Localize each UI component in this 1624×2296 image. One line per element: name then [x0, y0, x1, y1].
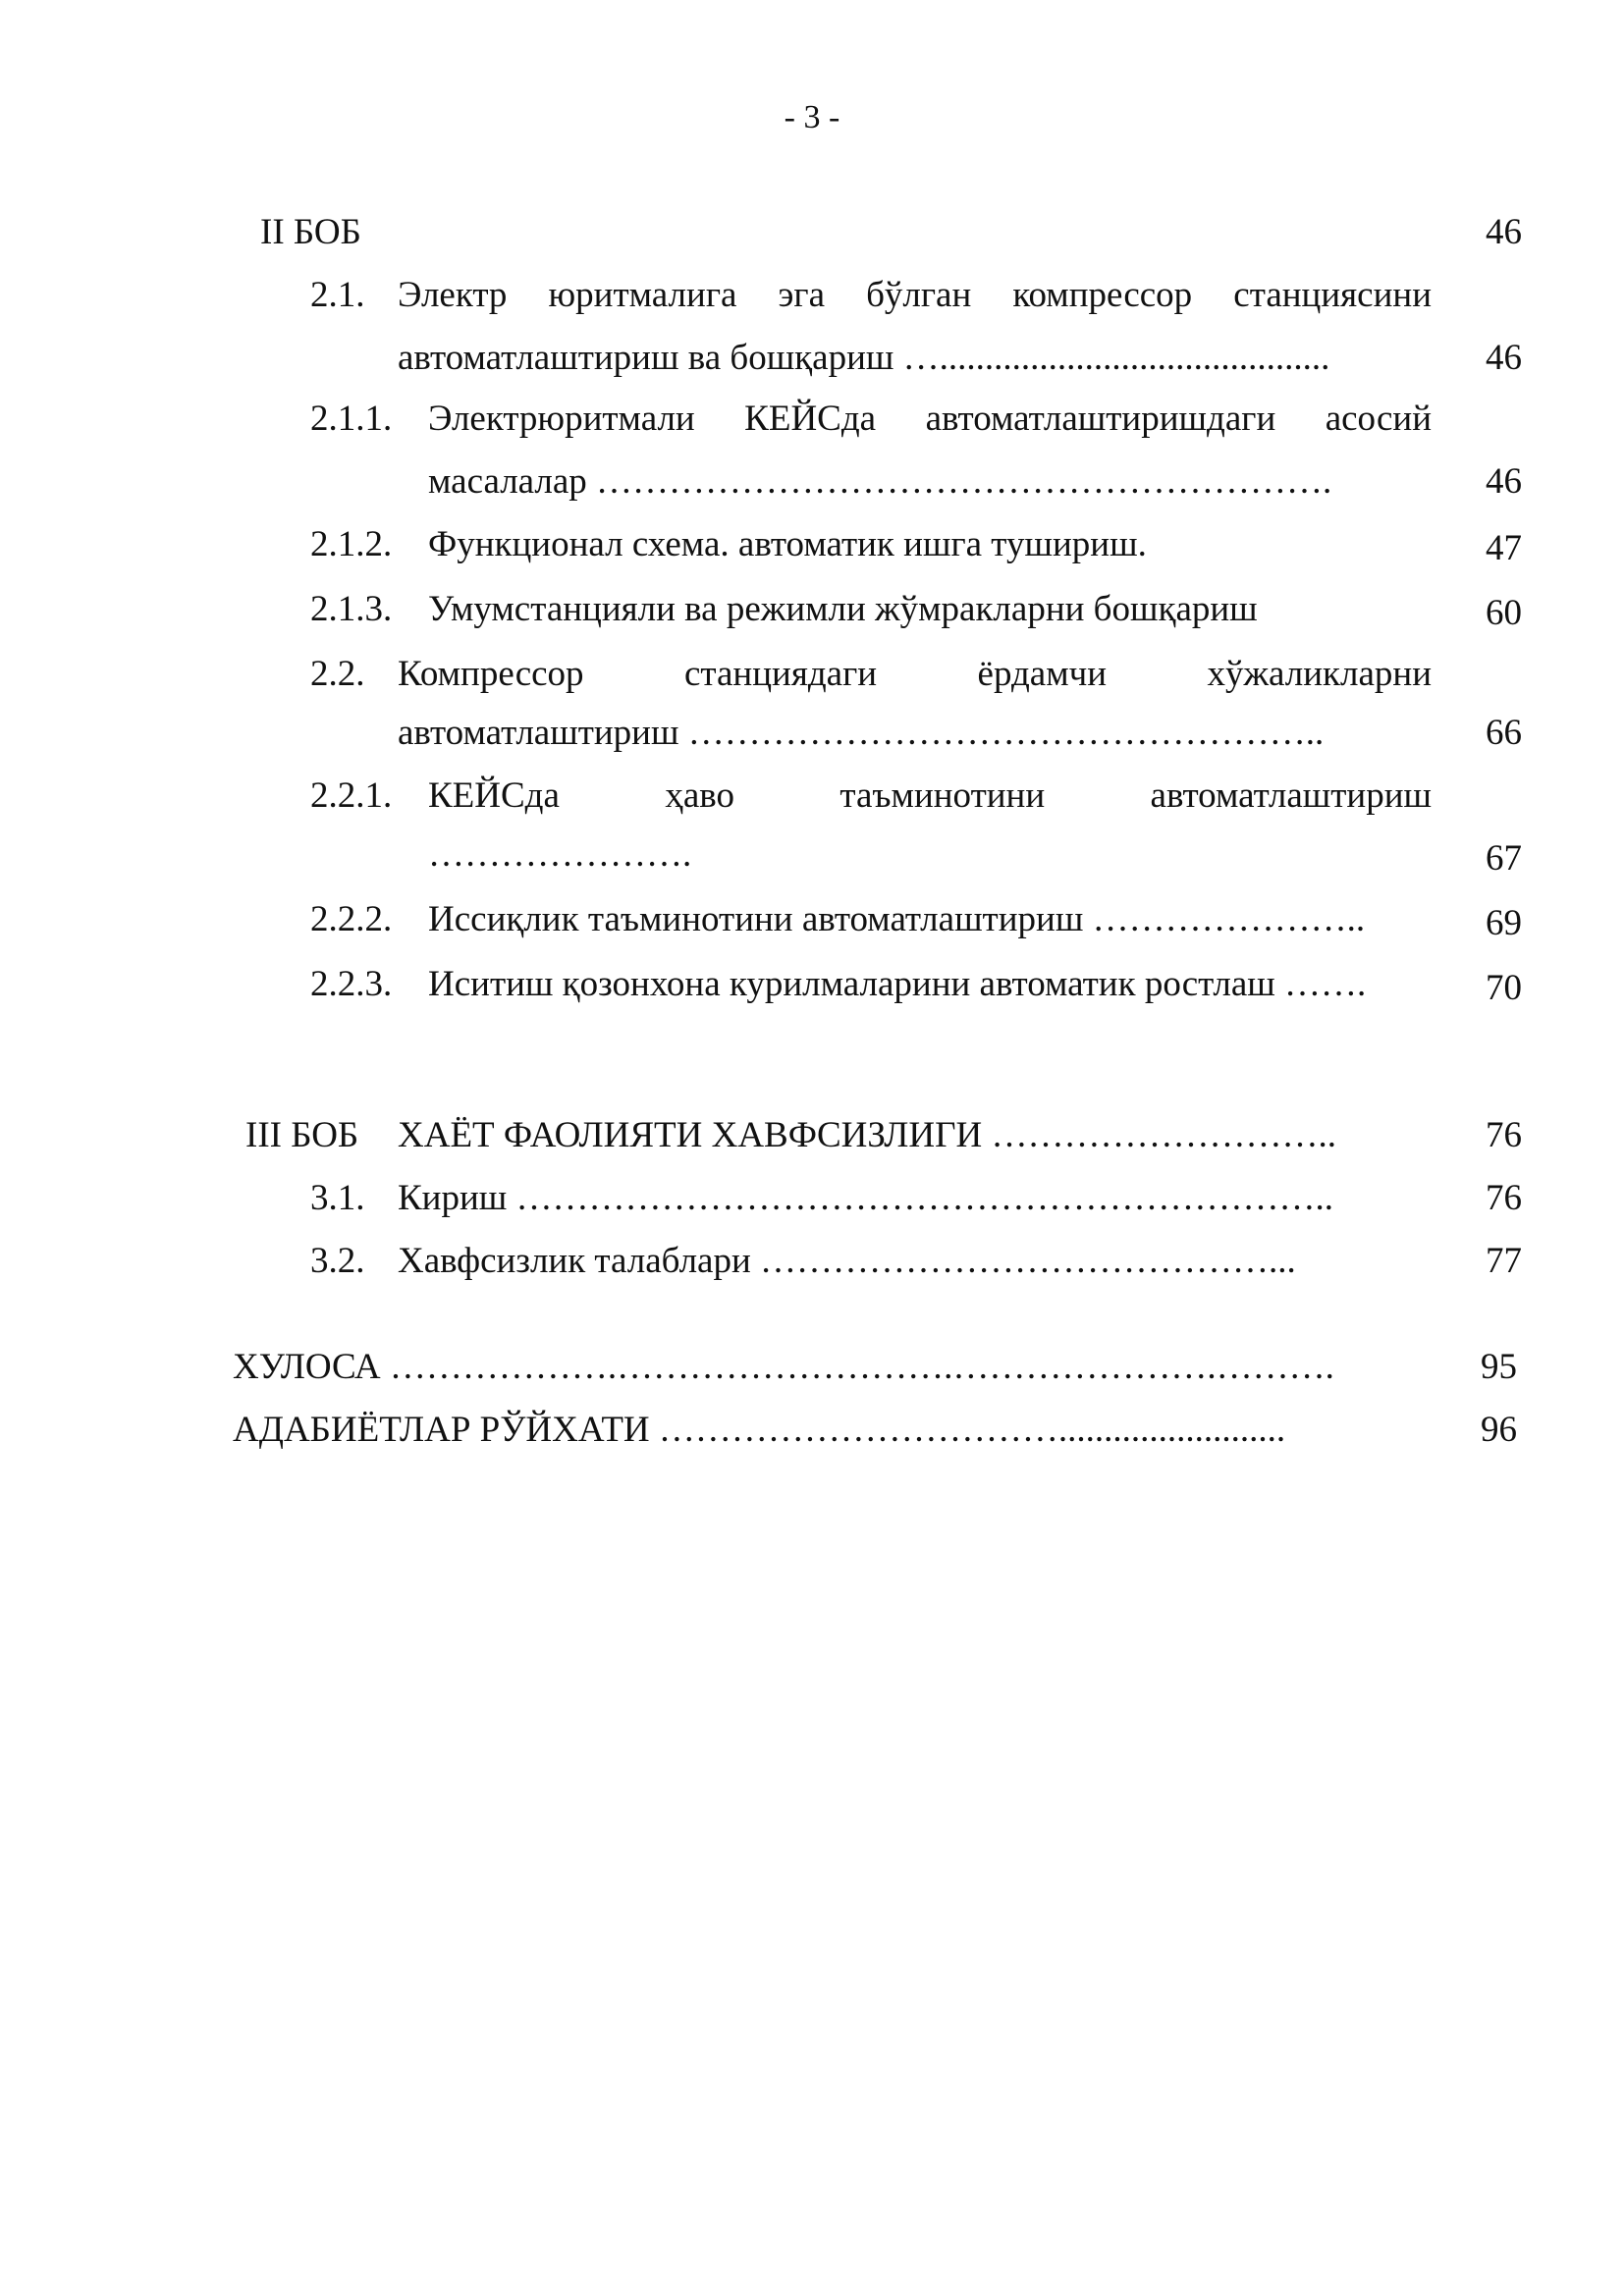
toc-word: ёрдамчи	[977, 654, 1108, 694]
toc-word: автоматлаштиришдаги	[925, 399, 1276, 439]
section-3-2-number: 3.2.	[310, 1241, 365, 1281]
section-2-1-line2: автоматлаштириш ва бошқариш …...........................................	[398, 338, 1330, 378]
section-2-2-number: 2.2.	[310, 654, 365, 694]
section-2-1-3-number: 2.1.3.	[310, 589, 393, 629]
section-2-2-1-page: 67	[1486, 838, 1522, 879]
toc-word: асосий	[1325, 399, 1432, 439]
toc-word: автоматлаштириш	[1150, 775, 1432, 816]
section-3-1-number: 3.1.	[310, 1178, 365, 1218]
toc-word: юритмалига	[548, 275, 737, 315]
section-2-2-line2: автоматлаштириш ……………………………………………..	[398, 713, 1325, 753]
toc-word: компрессор	[1012, 275, 1193, 315]
section-2-1-1-line2: масалалар …………………………………………………….	[428, 461, 1332, 502]
section-2-1-1-page: 46	[1486, 461, 1522, 502]
conclusion-page: 95	[1481, 1347, 1517, 1387]
section-2-1-3-page: 60	[1486, 593, 1522, 633]
chapter-2-title: II БОБ	[260, 212, 361, 252]
section-2-1-line1	[398, 273, 1432, 318]
section-2-2-2-title: Иссиқлик таъминотини автоматлаштириш …………………..	[428, 899, 1366, 939]
section-2-2-3-page: 70	[1486, 968, 1522, 1008]
toc-word: КЕЙСда	[428, 775, 560, 816]
references-title: АДАБИЁТЛАР РЎЙХАТИ …………………………….........................	[233, 1410, 1286, 1450]
chapter-3-label: III БОБ	[245, 1115, 359, 1155]
chapter-3-page: 76	[1486, 1115, 1522, 1155]
section-3-2-page: 77	[1486, 1241, 1522, 1281]
section-2-1-3-title: Умумстанцияли ва режимли жўмракларни бошқариш	[428, 589, 1258, 629]
toc-word: Компрессор	[398, 654, 584, 694]
toc-word: эга	[778, 275, 825, 315]
section-2-1-number: 2.1.	[310, 275, 365, 315]
section-2-1-page: 46	[1486, 338, 1522, 378]
toc-word: Электр	[398, 275, 508, 315]
toc-word: станциясини	[1233, 275, 1432, 315]
section-2-1-1-number: 2.1.1.	[310, 399, 393, 439]
toc-word: хўжаликларни	[1207, 654, 1432, 694]
section-2-1-2-page: 47	[1486, 528, 1522, 568]
page-number: - 3 -	[784, 99, 840, 135]
section-2-1-2-number: 2.1.2.	[310, 524, 393, 564]
conclusion-title: ХУЛОСА ……………….……………………….………………….……….	[233, 1347, 1334, 1387]
section-2-2-3-number: 2.2.3.	[310, 964, 393, 1004]
references-page: 96	[1481, 1410, 1517, 1450]
chapter-3-title: ХАЁТ ФАОЛИЯТИ ХАВФСИЗЛИГИ ………………………..	[398, 1115, 1336, 1155]
section-3-1-title: Кириш …………………………………………………………..	[398, 1178, 1334, 1218]
toc-word: таъминотини	[839, 775, 1046, 816]
section-2-2-2-page: 69	[1486, 903, 1522, 943]
section-2-2-1-line2: ………………….	[428, 834, 692, 875]
section-2-2-1-line1	[428, 774, 1432, 819]
toc-word: ҳаво	[665, 775, 734, 816]
section-2-2-2-number: 2.2.2.	[310, 899, 393, 939]
section-2-1-2-title: Функционал схема. автоматик ишга тушириш.	[428, 524, 1147, 564]
toc-word: Электрюритмали	[428, 399, 695, 439]
toc-word: КЕЙСда	[744, 399, 877, 439]
section-3-2-title: Хавфсизлик талаблари ……………………………………...	[398, 1241, 1296, 1281]
section-2-1-1-line1	[428, 397, 1432, 442]
section-2-2-page: 66	[1486, 713, 1522, 753]
section-3-1-page: 76	[1486, 1178, 1522, 1218]
section-2-2-1-number: 2.2.1.	[310, 775, 393, 816]
toc-word: бўлган	[866, 275, 972, 315]
chapter-2-page: 46	[1486, 212, 1522, 252]
section-2-2-3-title: Иситиш қозонхона курилмаларини автоматик ростлаш …….	[428, 964, 1367, 1004]
toc-word: станциядаги	[683, 654, 878, 694]
section-2-2-line1	[398, 652, 1432, 697]
